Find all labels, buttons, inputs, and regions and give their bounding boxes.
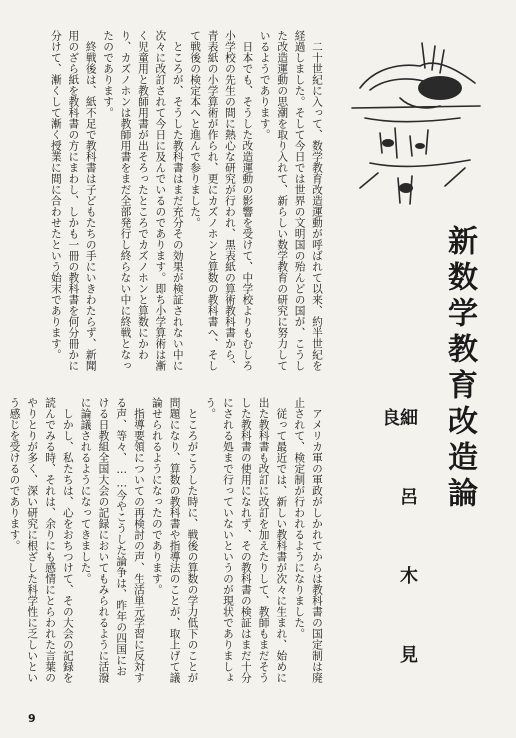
paragraph: 指導要領についての再検討の声、生活単元学習に反対する声、等々、……今やこうした論争は、昨年の四国における日教組全国大会の記録においてもみられるように活潑に論議されるようになってきました。	[79, 397, 147, 683]
landscape-sketch-icon	[340, 28, 490, 208]
paragraph: アメリカ軍の軍政がしかれてからは教科書の国定制は廃止されて、検定制が行われるようになりました。	[293, 397, 324, 683]
page-number: 9	[28, 712, 36, 725]
paragraph: 日本でも、そうした改造運動の影響を受けて、中学校よりもむしろ小学校の先生の間に熱心な研究が行われ、黒表紙の算術教科書から、青表紙の小学算術が作られ、更にカズノホンと算数の教科書へ、そして戦後の検定本へと進んで参りました。	[189, 30, 255, 371]
paragraph: 従って最近では、新しい教科書が次々に生まれ、始めに出た教科書も改訂に改訂を加えたりして、教師もまだそうした教科書の使用になれず、その教科書の検証はまだ十分にされる処まで行っていないというのが現状でありましょう。	[204, 397, 289, 683]
paragraph: ところが、そうした教科書はまだ充分その効果が検証されない中に次々に改訂されて今日に及んでいるのであります。即ち小学算術は漸く児童用と教師用書が出そろったところでカズノホンと算数にかわり、カズノホンは教師用書をまだ全部発行し終らない中に終戦となったのであります。	[102, 30, 185, 371]
author-name: 細 呂 木 見 良	[379, 408, 418, 683]
paragraph: 終戦後は、紙不足で教科書は子どもたちの手にいきわたらず、新聞用のざら紙を教科書の方にまわし、しかも一冊の教科書を何分冊かに分けて、漸くして漸く授業に間に合わせたという始末であります。	[49, 30, 98, 371]
lower-text-block	[8, 397, 326, 687]
article-title: 新数学教育改造論	[442, 225, 477, 513]
paragraph: 二十世紀に入って、数学教育改造運動が呼ばれて以来、約半世紀を経過しました。そして今日では世界の文明国の殆んどの国が、こうした改造運動の思潮を取り入れて、新らしい数学教育の研究に努力しているようであります。	[258, 30, 324, 371]
upper-text-block	[26, 30, 326, 380]
paragraph: しかし、私たちは、心をおちつけて、その大会の記録を読んでみる時、それは、余りにも感情にとらわれた言葉のやりとりが多く、深い研究に根ざした科学性に乏しいという感じを受けるのであります。	[8, 397, 75, 683]
paragraph: ところがこうした時に、戦後の算数の学力低下のことが問題になり、算数の教科書や指導法のことが、取上げて議論せられるようになったのであります。	[150, 397, 200, 683]
